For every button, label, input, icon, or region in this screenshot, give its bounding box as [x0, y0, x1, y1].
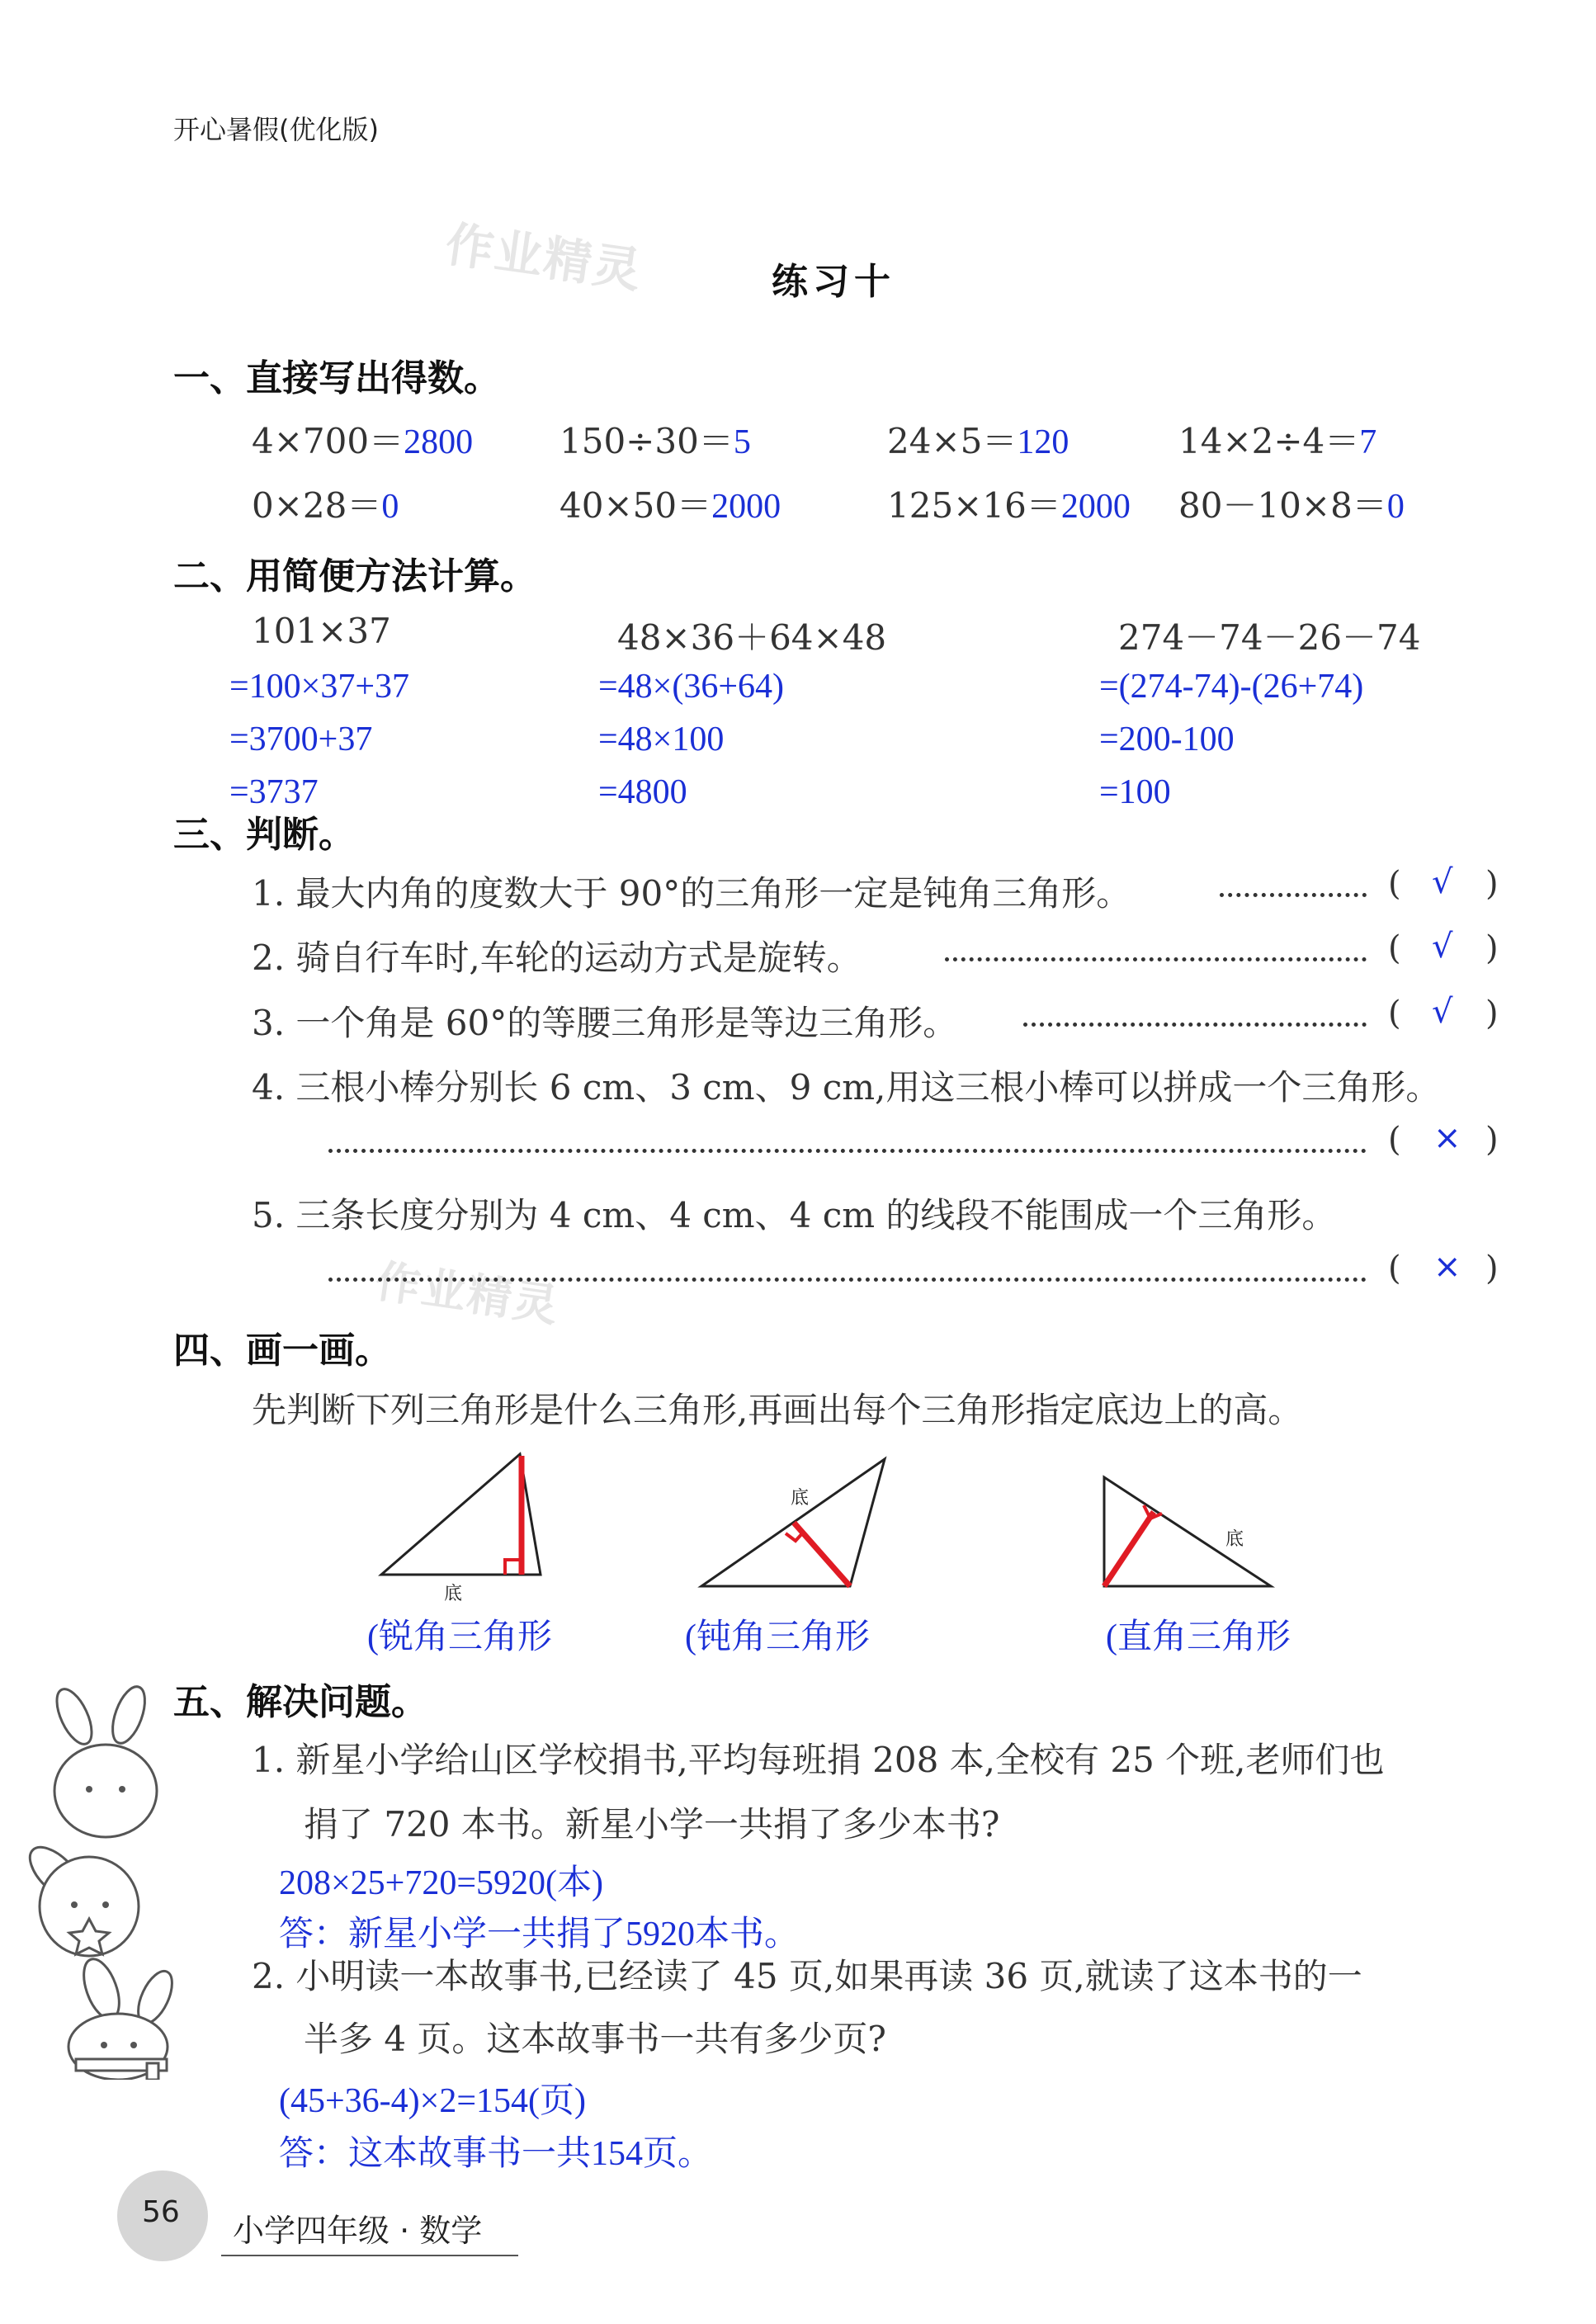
judge-paren-close: )	[1485, 865, 1499, 903]
base-label: 底	[444, 1584, 463, 1604]
problem-text: 1. 新星小学给山区学校捐书,平均每班捐 208 本,全校有 25 个班,老师们也	[252, 1740, 1385, 1780]
judge-paren-close: )	[1485, 994, 1499, 1032]
judge-paren-close: )	[1485, 1249, 1499, 1287]
calc-item: 14×2÷4＝7	[1178, 421, 1377, 461]
simplify-step: =100	[1099, 773, 1171, 811]
calc-item: 0×28＝0	[252, 485, 399, 526]
problem-formula: (45+36-4)×2=154(页)	[279, 2082, 586, 2120]
problem-text: 半多 4 页。这本故事书一共有多少页?	[304, 2019, 886, 2059]
dotted-leader	[328, 1149, 1367, 1153]
judge-item: 4. 三根小棒分别长 6 cm、3 cm、9 cm,用这三根小棒可以拼成一个三角形。	[252, 1067, 1441, 1108]
section4-heading: 四、画一画。	[173, 1330, 391, 1372]
judge-mark: ×	[1433, 1248, 1461, 1286]
calc-item: 80－10×8＝0	[1178, 485, 1405, 526]
simplify-question: 274－74－26－74	[1118, 617, 1421, 658]
obtuse-triangle	[701, 1459, 885, 1586]
section1-heading: 一、直接写出得数。	[173, 357, 500, 399]
problem-answer: 答：新星小学一共捐了5920本书。	[279, 1915, 800, 1953]
base-label: 底	[1225, 1529, 1244, 1550]
judge-paren-close: )	[1485, 929, 1499, 967]
page-number: 56	[142, 2195, 180, 2229]
judge-mark: ×	[1433, 1119, 1461, 1157]
footer-rule	[221, 2255, 518, 2256]
simplify-question: 101×37	[252, 611, 391, 651]
simplify-step: =48×(36+64)	[598, 668, 785, 706]
problem-text: 2. 小明读一本故事书,已经读了 45 页,如果再读 36 页,就读了这本书的一	[252, 1956, 1362, 1996]
calc-item: 150÷30＝5	[560, 421, 751, 461]
simplify-step: =48×100	[598, 720, 725, 758]
calc-item: 4×700＝2800	[252, 421, 474, 461]
judge-mark: √	[1432, 863, 1453, 901]
triangle-answer: (钝角三角形	[685, 1618, 870, 1656]
section2-heading: 二、用简便方法计算。	[173, 555, 536, 598]
simplify-step: =4800	[598, 773, 687, 811]
header-title: 开心暑假(优化版)	[173, 114, 379, 145]
judge-mark: √	[1432, 993, 1453, 1031]
section5-heading: 五、解决问题。	[173, 1681, 427, 1723]
calc-item: 40×50＝2000	[560, 485, 781, 526]
simplify-question: 48×36＋64×48	[617, 617, 887, 658]
dotted-leader	[1220, 893, 1367, 897]
calc-item: 125×16＝2000	[887, 485, 1131, 526]
page-title: 练习十	[772, 261, 895, 303]
dotted-leader	[328, 1278, 1367, 1282]
problem-formula: 208×25+720=5920(本)	[279, 1864, 604, 1902]
judge-item: 2. 骑自行车时,车轮的运动方式是旋转。	[252, 938, 862, 978]
judge-paren-open: (	[1388, 929, 1401, 967]
problem-text: 捐了 720 本书。新星小学一共捐了多少本书?	[304, 1804, 1000, 1845]
watermark: 作业精灵	[372, 1254, 563, 1333]
judge-item: 1. 最大内角的度数大于 90°的三角形一定是钝角三角形。	[252, 873, 1131, 914]
footer-subject: 小学四年级 · 数学	[233, 2213, 483, 2249]
judge-paren-open: (	[1388, 1121, 1401, 1159]
judge-item: 5. 三条长度分别为 4 cm、4 cm、4 cm 的线段不能围成一个三角形。	[252, 1195, 1337, 1235]
problem-answer: 答：这本故事书一共154页。	[279, 2135, 713, 2173]
simplify-step: =200-100	[1099, 720, 1235, 758]
triangle-answer: (锐角三角形	[367, 1618, 552, 1656]
simplify-step: =3737	[229, 773, 319, 811]
section3-heading: 三、判断。	[173, 814, 355, 856]
dotted-leader	[1023, 1023, 1367, 1027]
triangle-answer: (直角三角形	[1106, 1618, 1291, 1656]
base-label: 底	[791, 1488, 810, 1509]
judge-mark: √	[1432, 928, 1453, 966]
bunny-illustration	[23, 1684, 180, 2080]
judge-item: 3. 一个角是 60°的等腰三角形是等边三角形。	[252, 1003, 958, 1043]
simplify-step: =100×37+37	[229, 668, 410, 706]
judge-paren-open: (	[1388, 994, 1401, 1032]
dotted-leader	[945, 957, 1367, 961]
simplify-step: =(274-74)-(26+74)	[1099, 668, 1364, 706]
acute-triangle	[381, 1454, 541, 1575]
right-triangle	[1104, 1477, 1271, 1586]
simplify-step: =3700+37	[229, 720, 373, 758]
calc-item: 24×5＝120	[887, 421, 1070, 461]
judge-paren-close: )	[1485, 1121, 1499, 1159]
watermark: 作业精灵	[441, 215, 646, 300]
section4-instruction: 先判断下列三角形是什么三角形,再画出每个三角形指定底边上的高。	[252, 1390, 1303, 1430]
judge-paren-open: (	[1388, 1249, 1401, 1287]
judge-paren-open: (	[1388, 865, 1401, 903]
